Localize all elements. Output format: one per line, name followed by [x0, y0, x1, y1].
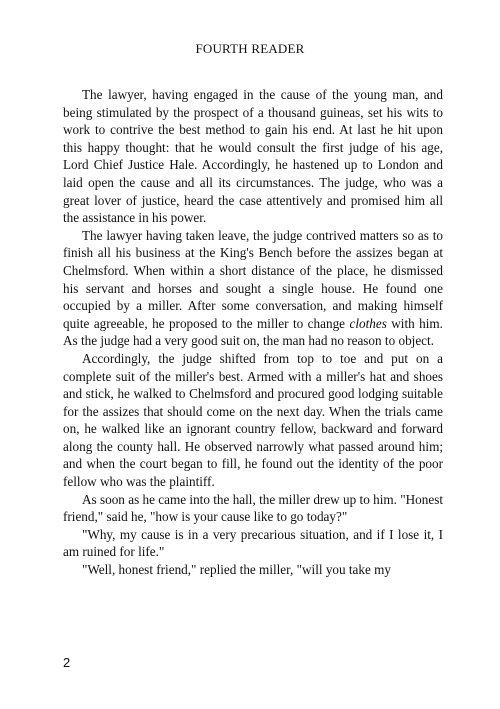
paragraph-6: "Well, honest friend," replied the miller, "will you take my: [82, 562, 392, 578]
paragraph-2-text-a: The lawyer having taken leave, the judge contrived matters so as to finish all his business at the King's Bench before the assizes began at Chelmsford. When within a short distance of the place, he dismissed his servant and horses and sought a single house. He found one occupied by a miller. After some conversation, and making himself quite agreeable, he proposed to the miller to change: [63, 227, 443, 331]
paragraph-2-text-b: with him. As the judge had a very good suit on, the man had no reason to object.: [63, 315, 443, 349]
paragraph-1: The lawyer, having engaged in the cause of the young man, and being stimulated by the prospect of a thousand guineas, set his wits to work to contrive the best method to gain his end. At last he hit upon this happy thought: that he would consult the first judge of his age, Lord Chief Justice Hale. Accordingly, he hastened up to London and laid open the cause and all its circumstances. The judge, who was a great lover of justice, heard the case attentively and promised him all the assistance in his power.: [63, 87, 443, 226]
paragraph-4: As soon as he came into the hall, the miller drew up to him. "Honest friend," said he, "how is your cause like to go today?": [63, 491, 443, 525]
italic-word-clothes: clothes: [349, 315, 387, 331]
paragraph-3: Accordingly, the judge shifted from top to toe and put on a complete suit of the miller's best. Armed with a miller's hat and shoes and stick, he walked to Chelmsford and procured good lodging suitable for the assizes that should come on the next day. When the trials came on, he walked like an ignorant country fellow, backward and forward along the county hall. He observed narrowly what passed around him; and when the court began to fill, he found out the identity of the poor fellow who was the plaintiff.: [63, 350, 443, 490]
paragraph-2: [63, 227, 443, 350]
page-number: 2: [63, 655, 71, 670]
running-head: FOURTH READER: [195, 41, 305, 56]
body-text: [63, 86, 443, 579]
paragraph-5: "Why, my cause is in a very precarious situation, and if I lose it, I am ruined for life.": [63, 526, 443, 560]
